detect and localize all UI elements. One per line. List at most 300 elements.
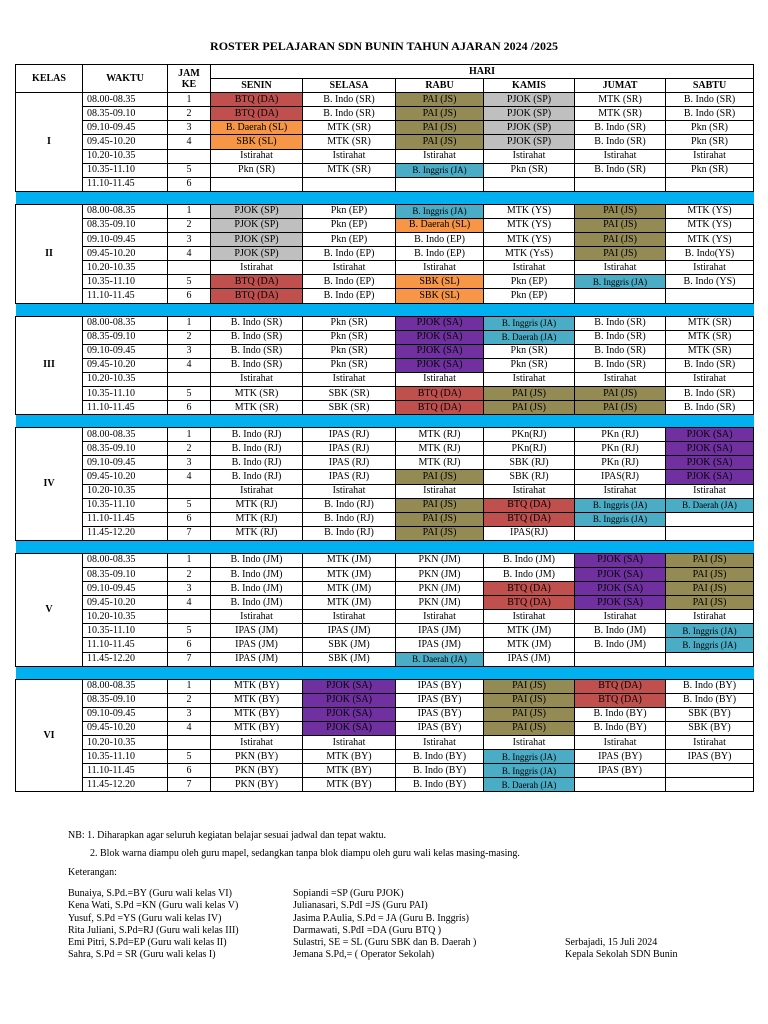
subject-cell [575,177,666,191]
subject-cell: MTK (RJ) [396,456,484,470]
jam-cell: 2 [168,568,211,582]
subject-cell: Istirahat [396,610,484,624]
subject-cell: B. Indo (EP) [396,247,484,261]
time-cell: 08.00-08.35 [83,428,168,442]
subject-cell: B. Indo (SR) [211,330,303,344]
class-name: III [16,316,83,415]
time-cell: 11.10-11.45 [83,512,168,526]
subject-cell: Pkn (SR) [484,163,575,177]
subject-cell: Istirahat [484,372,575,386]
subject-cell: B. Indo (EP) [303,275,396,289]
subject-cell: MTK (BY) [211,721,303,735]
subject-cell: B. Daerah (SL) [396,218,484,232]
table-row [16,149,754,163]
subject-cell: Istirahat [666,372,754,386]
jam-cell: 4 [168,358,211,372]
subject-cell: B. Indo (BY) [575,707,666,721]
time-cell: 08.35-09.10 [83,568,168,582]
subject-cell: IPAS (BY) [396,679,484,693]
table-row [16,401,754,415]
subject-cell: B. Indo (JM) [211,582,303,596]
jam-cell: 1 [168,679,211,693]
subject-cell: PKn(RJ) [484,442,575,456]
subject-cell: MTK (RJ) [211,526,303,540]
table-row [16,218,754,232]
subject-cell: Pkn (SR) [211,163,303,177]
subject-cell: PAI (JS) [666,596,754,610]
jam-cell: 3 [168,456,211,470]
jam-cell: 7 [168,526,211,540]
time-cell: 09.45-10.20 [83,470,168,484]
header-day: JUMAT [575,79,666,93]
table-row [16,93,754,107]
subject-cell: IPAS (JM) [396,624,484,638]
subject-cell: IPAS (JM) [303,624,396,638]
subject-cell: Istirahat [666,484,754,498]
subject-cell: BTQ (DA) [575,679,666,693]
subject-cell: Istirahat [666,610,754,624]
jam-cell: 4 [168,721,211,735]
jam-cell: 1 [168,428,211,442]
table-row [16,386,754,400]
subject-cell: BTQ (DA) [484,582,575,596]
time-cell: 08.00-08.35 [83,679,168,693]
legend-item: Jasima P.Aulia, S.Pd = JA (Guru B. Inggris) [293,912,469,924]
subject-cell: B. Inggris (JA) [575,512,666,526]
time-cell: 10.35-11.10 [83,498,168,512]
time-cell: 10.20-10.35 [83,736,168,750]
time-cell: 08.35-09.10 [83,693,168,707]
time-cell: 10.35-11.10 [83,624,168,638]
subject-cell: B. Indo (EP) [303,247,396,261]
class-name: IV [16,428,83,541]
table-row [16,261,754,275]
table-row [16,316,754,330]
time-cell: 11.10-11.45 [83,764,168,778]
subject-cell: IPAS (RJ) [303,470,396,484]
subject-cell: PAI (JS) [396,107,484,121]
jam-cell: 4 [168,247,211,261]
subject-cell: Istirahat [484,261,575,275]
subject-cell: Pkn (EP) [303,233,396,247]
subject-cell: PAI (JS) [396,93,484,107]
subject-cell: B. Inggris (JA) [666,638,754,652]
jam-cell: 1 [168,93,211,107]
subject-cell: Istirahat [396,261,484,275]
jam-cell: 3 [168,582,211,596]
subject-cell: B. Indo (BY) [396,778,484,792]
time-cell: 09.10-09.45 [83,344,168,358]
subject-cell: PKN (JM) [396,568,484,582]
table-row [16,456,754,470]
subject-cell: B. Indo (JM) [211,568,303,582]
jam-cell: 6 [168,764,211,778]
table-row [16,778,754,792]
subject-cell: BTQ (DA) [211,107,303,121]
class-name: I [16,93,83,192]
table-row [16,764,754,778]
subject-cell: B. Indo (JM) [484,553,575,567]
legend-homeroom-teachers [68,888,239,962]
separator-bar [16,666,754,679]
subject-cell: B. Indo (RJ) [303,526,396,540]
header-day: SELASA [303,79,396,93]
subject-cell: IPAS (BY) [396,707,484,721]
header-day: RABU [396,79,484,93]
subject-cell: IPAS (RJ) [303,456,396,470]
subject-cell: SBK (RJ) [484,456,575,470]
subject-cell: B. Indo (BY) [396,750,484,764]
subject-cell: B. Indo (SR) [575,121,666,135]
subject-cell: MTK (BY) [303,778,396,792]
subject-cell: Istirahat [211,261,303,275]
time-cell: 08.00-08.35 [83,93,168,107]
separator-bar [16,303,754,316]
jam-cell: 3 [168,121,211,135]
legend-subject-teachers [293,888,476,962]
time-cell: 08.35-09.10 [83,442,168,456]
jam-cell: 5 [168,750,211,764]
header-day: SABTU [666,79,754,93]
subject-cell: B. Indo (YS) [666,275,754,289]
subject-cell [575,289,666,303]
jam-cell: 3 [168,707,211,721]
subject-cell: B. Indo (SR) [575,163,666,177]
subject-cell: Istirahat [396,372,484,386]
subject-cell: BTQ (DA) [575,693,666,707]
subject-cell [396,177,484,191]
time-cell: 11.10-11.45 [83,177,168,191]
header-jam-ke: JAM KE [168,65,211,93]
table-row [16,442,754,456]
table-row [16,330,754,344]
subject-cell: B. Indo (SR) [575,135,666,149]
subject-cell: PKN (JM) [396,553,484,567]
note-2: 2. Blok warna diampu oleh guru mapel, sedangkan tanpa blok diampu oleh guru wali kelas masing-masing. [90,848,520,859]
subject-cell: PJOK (SA) [396,316,484,330]
subject-cell: B. Indo (SR) [303,107,396,121]
class-separator [16,415,754,428]
jam-cell: 6 [168,401,211,415]
jam-cell: 2 [168,442,211,456]
subject-cell: PJOK (SA) [666,428,754,442]
subject-cell: IPAS (JM) [396,638,484,652]
table-row [16,679,754,693]
subject-cell: MTK (SR) [666,330,754,344]
subject-cell: B. Indo (BY) [575,721,666,735]
jam-cell: 6 [168,512,211,526]
subject-cell: PJOK (SA) [396,344,484,358]
subject-cell: B. Indo (JM) [575,638,666,652]
table-row [16,736,754,750]
time-cell: 10.35-11.10 [83,750,168,764]
signature-place-date: Serbajadi, 15 Juli 2024 [565,937,658,948]
time-cell: 08.35-09.10 [83,330,168,344]
subject-cell: PJOK (SP) [211,247,303,261]
subject-cell: Istirahat [575,484,666,498]
subject-cell: PJOK (SP) [484,121,575,135]
separator-bar [16,191,754,204]
subject-cell: PAI (JS) [396,121,484,135]
subject-cell: Istirahat [303,372,396,386]
subject-cell: PKN (BY) [211,778,303,792]
subject-cell: Pkn (SR) [484,344,575,358]
subject-cell: B. Daerah (SL) [211,121,303,135]
keterangan-label: Keterangan: [68,867,117,878]
subject-cell: Istirahat [484,149,575,163]
subject-cell: B. Indo (SR) [666,93,754,107]
table-row [16,610,754,624]
subject-cell: MTK (SR) [666,316,754,330]
header-day: KAMIS [484,79,575,93]
table-row [16,498,754,512]
subject-cell [211,177,303,191]
table-row [16,177,754,191]
subject-cell: BTQ (DA) [396,401,484,415]
table-row [16,275,754,289]
subject-cell: B. Indo (EP) [303,289,396,303]
subject-cell: B. Indo (SR) [211,316,303,330]
jam-cell [168,261,211,275]
subject-cell: PKN (BY) [211,764,303,778]
subject-cell: PAI (JS) [484,707,575,721]
subject-cell: MTK (YS) [484,233,575,247]
time-cell: 10.20-10.35 [83,149,168,163]
header-hari: HARI [211,65,754,79]
jam-cell: 7 [168,652,211,666]
subject-cell: MTK (JM) [303,582,396,596]
subject-cell: PAI (JS) [666,568,754,582]
subject-cell: PJOK (SP) [211,204,303,218]
time-cell: 09.10-09.45 [83,707,168,721]
subject-cell: PAI (JS) [396,135,484,149]
table-row [16,289,754,303]
subject-cell: PJOK (SA) [575,553,666,567]
table-row [16,638,754,652]
subject-cell: MTK (SR) [303,135,396,149]
subject-cell: Istirahat [211,372,303,386]
subject-cell: PJOK (SA) [396,330,484,344]
subject-cell: PAI (JS) [396,498,484,512]
subject-cell: Pkn (EP) [484,275,575,289]
subject-cell: MTK (RJ) [211,512,303,526]
time-cell: 09.10-09.45 [83,121,168,135]
subject-cell: MTK (JM) [484,624,575,638]
time-cell: 09.45-10.20 [83,358,168,372]
legend-item: Emi Pitri, S.Pd=EP (Guru wali kelas II) [68,937,227,949]
signature-position: Kepala Sekolah SDN Bunin [565,949,678,961]
subject-cell [575,526,666,540]
time-cell: 11.45-12.20 [83,526,168,540]
subject-cell: PJOK (SA) [396,358,484,372]
time-cell: 08.35-09.10 [83,218,168,232]
time-cell: 08.35-09.10 [83,107,168,121]
subject-cell [666,778,754,792]
subject-cell: PKN (JM) [396,596,484,610]
subject-cell: SBK (RJ) [484,470,575,484]
legend-item: Julianasari, S.PdI =JS (Guru PAI) [293,900,428,912]
subject-cell: MTK (YS) [484,204,575,218]
subject-cell: PJOK (SA) [575,568,666,582]
time-cell: 08.00-08.35 [83,316,168,330]
subject-cell: B. Inggris (JA) [484,316,575,330]
subject-cell: B. Indo (SR) [575,358,666,372]
jam-cell: 1 [168,204,211,218]
table-row [16,693,754,707]
subject-cell: SBK (SR) [303,401,396,415]
subject-cell: Istirahat [484,610,575,624]
subject-cell: B. Indo (JM) [484,568,575,582]
jam-cell [168,484,211,498]
subject-cell [666,652,754,666]
schedule-body [16,93,754,792]
subject-cell: PJOK (SP) [211,233,303,247]
jam-cell: 5 [168,624,211,638]
subject-cell: MTK (SR) [211,386,303,400]
time-cell: 09.45-10.20 [83,247,168,261]
jam-cell: 5 [168,498,211,512]
subject-cell: SBK (JM) [303,638,396,652]
subject-cell: B. Indo (RJ) [211,442,303,456]
subject-cell: PKn (RJ) [575,428,666,442]
jam-cell: 6 [168,638,211,652]
subject-cell: SBK (SL) [396,289,484,303]
subject-cell: B. Indo(YS) [666,247,754,261]
legend-item: Darmawati, S.PdI =DA (Guru BTQ ) [293,924,442,936]
schedule-table [15,64,754,792]
subject-cell: B. Indo (SR) [575,330,666,344]
class-name: II [16,204,83,303]
subject-cell: B. Indo (RJ) [211,470,303,484]
subject-cell: PJOK (SA) [575,582,666,596]
subject-cell: PKn (RJ) [575,456,666,470]
jam-cell: 5 [168,386,211,400]
table-row [16,135,754,149]
subject-cell: MTK (JM) [303,568,396,582]
table-row [16,582,754,596]
time-cell: 10.20-10.35 [83,484,168,498]
subject-cell: B. Inggris (JA) [484,764,575,778]
subject-cell: Pkn (SR) [666,163,754,177]
subject-cell: Pkn (EP) [484,289,575,303]
subject-cell: Istirahat [484,484,575,498]
subject-cell: IPAS (JM) [211,638,303,652]
subject-cell: B. Indo (SR) [575,316,666,330]
legend-item: Jemana S.Pd,= ( Operator Sekolah) [293,949,435,961]
time-cell: 11.45-12.20 [83,778,168,792]
subject-cell: MTK (RJ) [396,428,484,442]
note-1: NB: 1. Diharapkan agar seluruh kegiatan belajar sesuai jadwal dan tepat waktu. [68,830,386,841]
jam-cell: 5 [168,275,211,289]
subject-cell: MTK (SR) [211,401,303,415]
subject-cell: B. Daerah (JA) [484,330,575,344]
time-cell: 08.00-08.35 [83,553,168,567]
subject-cell: IPAS (RJ) [303,428,396,442]
subject-cell: Istirahat [666,261,754,275]
table-row [16,750,754,764]
subject-cell: PAI (JS) [484,721,575,735]
subject-cell: B. Inggris (JA) [396,204,484,218]
subject-cell: IPAS (BY) [396,693,484,707]
subject-cell: B. Indo (RJ) [303,498,396,512]
subject-cell: Istirahat [484,736,575,750]
subject-cell: PJOK (SA) [666,442,754,456]
time-cell: 11.10-11.45 [83,638,168,652]
subject-cell: Istirahat [575,261,666,275]
subject-cell: MTK (BY) [303,764,396,778]
table-row [16,428,754,442]
subject-cell: Pkn (EP) [303,204,396,218]
subject-cell: Istirahat [211,149,303,163]
time-cell: 09.10-09.45 [83,582,168,596]
subject-cell: Istirahat [303,261,396,275]
subject-cell: SBK (JM) [303,652,396,666]
subject-cell: MTK (SR) [303,121,396,135]
subject-cell: PAI (JS) [575,204,666,218]
subject-cell: PAI (JS) [575,218,666,232]
subject-cell: B. Indo (RJ) [211,428,303,442]
subject-cell: MTK (JM) [303,553,396,567]
subject-cell [666,289,754,303]
subject-cell [666,177,754,191]
page-title: ROSTER PELAJARAN SDN BUNIN TAHUN AJARAN 2024 /2025 [210,39,558,53]
jam-cell: 2 [168,107,211,121]
subject-cell: B. Inggris (JA) [484,750,575,764]
subject-cell: B. Daerah (JA) [666,498,754,512]
subject-cell: B. Indo (BY) [666,679,754,693]
jam-cell: 3 [168,233,211,247]
table-row [16,121,754,135]
subject-cell: MTK (YS) [666,204,754,218]
table-row [16,358,754,372]
subject-cell: Istirahat [575,736,666,750]
legend-item: Sahra, S.Pd = SR (Guru wali kelas I) [68,949,216,961]
legend-item: Yusuf, S.Pd =YS (Guru wali kelas IV) [68,912,222,924]
subject-cell: MTK (SR) [575,93,666,107]
table-row [16,526,754,540]
jam-cell [168,149,211,163]
subject-cell: PAI (JS) [666,553,754,567]
class-separator [16,303,754,316]
table-row [16,247,754,261]
time-cell: 10.35-11.10 [83,163,168,177]
subject-cell [484,177,575,191]
subject-cell: PKN (JM) [396,582,484,596]
subject-cell: IPAS (JM) [484,652,575,666]
table-row [16,652,754,666]
subject-cell: B. Inggris (JA) [666,624,754,638]
subject-cell: MTK (YS) [666,218,754,232]
subject-cell: Pkn (SR) [666,121,754,135]
subject-cell: B. Indo (BY) [666,693,754,707]
class-name: VI [16,679,83,792]
class-separator [16,540,754,553]
subject-cell: B. Inggris (JA) [575,275,666,289]
subject-cell: PAI (JS) [396,470,484,484]
subject-cell: Pkn (EP) [303,218,396,232]
subject-cell: SBK (SL) [211,135,303,149]
jam-cell: 2 [168,330,211,344]
time-cell: 11.45-12.20 [83,652,168,666]
subject-cell: Pkn (SR) [666,135,754,149]
subject-cell: B. Daerah (JA) [396,652,484,666]
jam-cell: 4 [168,596,211,610]
table-row [16,596,754,610]
subject-cell [666,526,754,540]
subject-cell [575,778,666,792]
table-row [16,470,754,484]
subject-cell: Istirahat [303,149,396,163]
